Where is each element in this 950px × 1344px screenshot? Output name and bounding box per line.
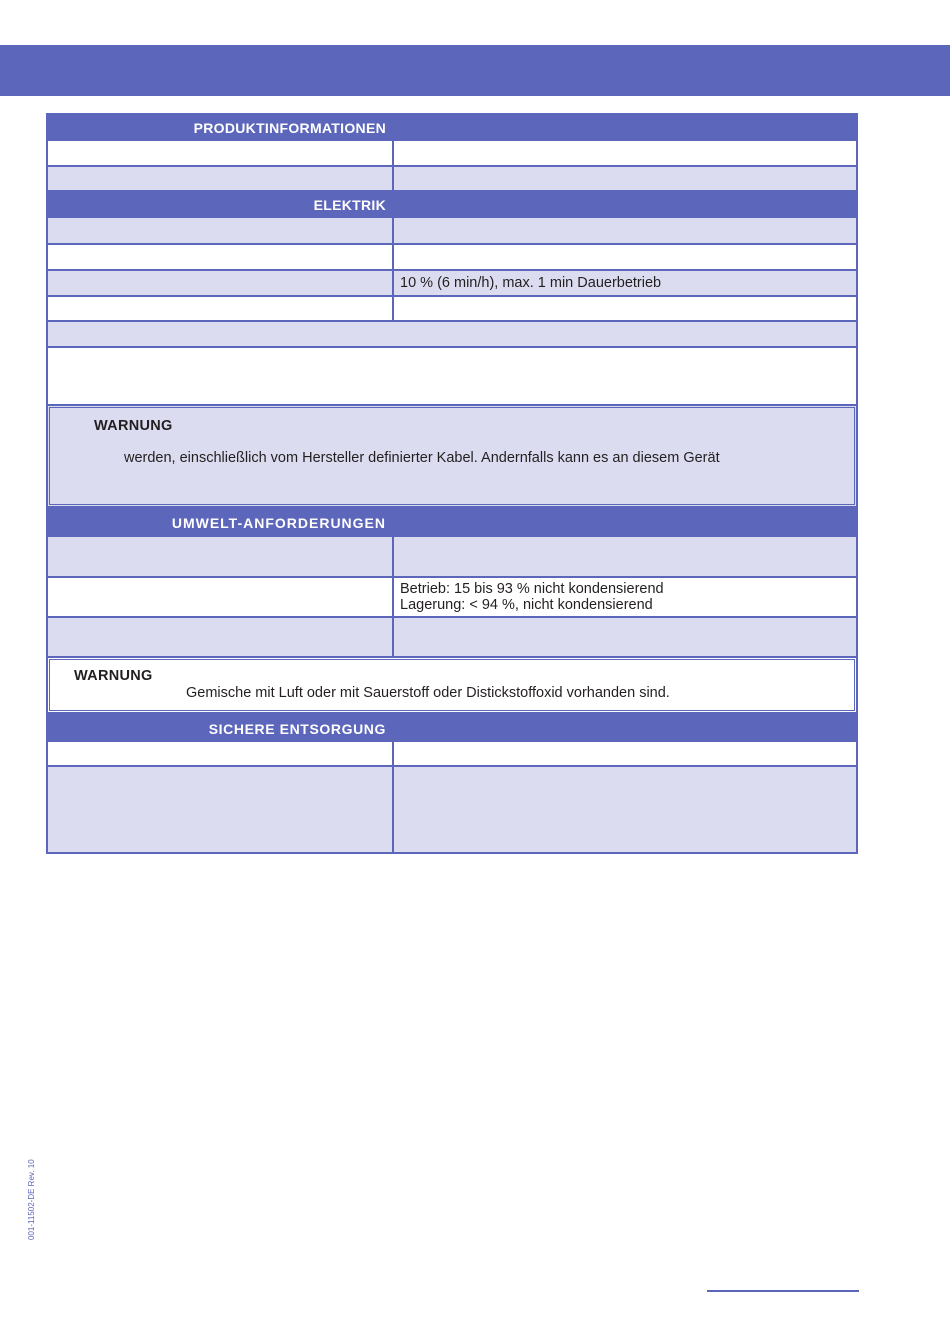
- section-title: ELEKTRIK: [313, 197, 386, 213]
- section-title: SICHERE ENTSORGUNG: [208, 721, 386, 737]
- table-row: [46, 295, 858, 320]
- row-value-cell: [394, 141, 856, 165]
- row-label-cell: [48, 578, 394, 616]
- table-row: [46, 535, 858, 576]
- table-row: [46, 576, 858, 616]
- row-value-cell: [394, 537, 856, 576]
- row-label-cell: [48, 618, 394, 656]
- warning-text: Gemische mit Luft oder mit Sauerstoff oder Distickstoffoxid vorhanden sind.: [186, 685, 670, 701]
- section-header-environment: [46, 508, 858, 535]
- row-value-cell: [394, 245, 856, 269]
- row-label-cell: [48, 271, 394, 295]
- section-header-product-info: [46, 113, 858, 139]
- row-label-cell: [48, 742, 394, 765]
- warning-box: [46, 656, 858, 714]
- row-value-cell: [394, 742, 856, 765]
- humidity-value-cell: [394, 578, 856, 616]
- warning-title: WARNUNG: [94, 418, 173, 434]
- row-value-cell: [394, 297, 856, 320]
- row-value-cell: [394, 167, 856, 190]
- table-row: [46, 139, 858, 165]
- table-row: [46, 616, 858, 656]
- table-row: [46, 269, 858, 295]
- table-row: [46, 243, 858, 269]
- section-header-electrical: [46, 190, 858, 216]
- table-row: [46, 740, 858, 765]
- section-title: PRODUKTINFORMATIONEN: [193, 120, 386, 136]
- row-value-cell: [394, 767, 856, 852]
- table-row: [46, 216, 858, 243]
- humidity-operation: Betrieb: 15 bis 93 % nicht kondensierend: [400, 581, 664, 597]
- warning-title: WARNUNG: [74, 668, 153, 684]
- spec-table: [46, 113, 858, 854]
- row-label-cell: [48, 767, 394, 852]
- document-code: 001-11502-DE Rev. 10: [27, 1159, 36, 1240]
- table-row-full: [46, 320, 858, 346]
- duty-cycle-value: 10 % (6 min/h), max. 1 min Dauerbetrieb: [400, 275, 662, 291]
- row-value-cell: [394, 218, 856, 243]
- warning-text: werden, einschließlich vom Hersteller definierter Kabel. Andernfalls kann es an diesem Gerät: [124, 450, 720, 466]
- row-label-cell: [48, 218, 394, 243]
- row-label-cell: [48, 297, 394, 320]
- warning-box: [46, 404, 858, 508]
- section-header-disposal: [46, 714, 858, 740]
- table-row-full: [46, 346, 858, 406]
- row-value-cell: [394, 618, 856, 656]
- row-label-cell: [48, 537, 394, 576]
- table-row: [46, 765, 858, 854]
- row-label-cell: [48, 141, 394, 165]
- humidity-storage: Lagerung: < 94 %, nicht kondensierend: [400, 597, 653, 613]
- table-row: [46, 165, 858, 190]
- section-title: UMWELT-ANFORDERUNGEN: [171, 515, 386, 531]
- row-label-cell: [48, 245, 394, 269]
- row-label-cell: [48, 167, 394, 190]
- footer-rule: [707, 1290, 859, 1292]
- header-band: [0, 45, 950, 96]
